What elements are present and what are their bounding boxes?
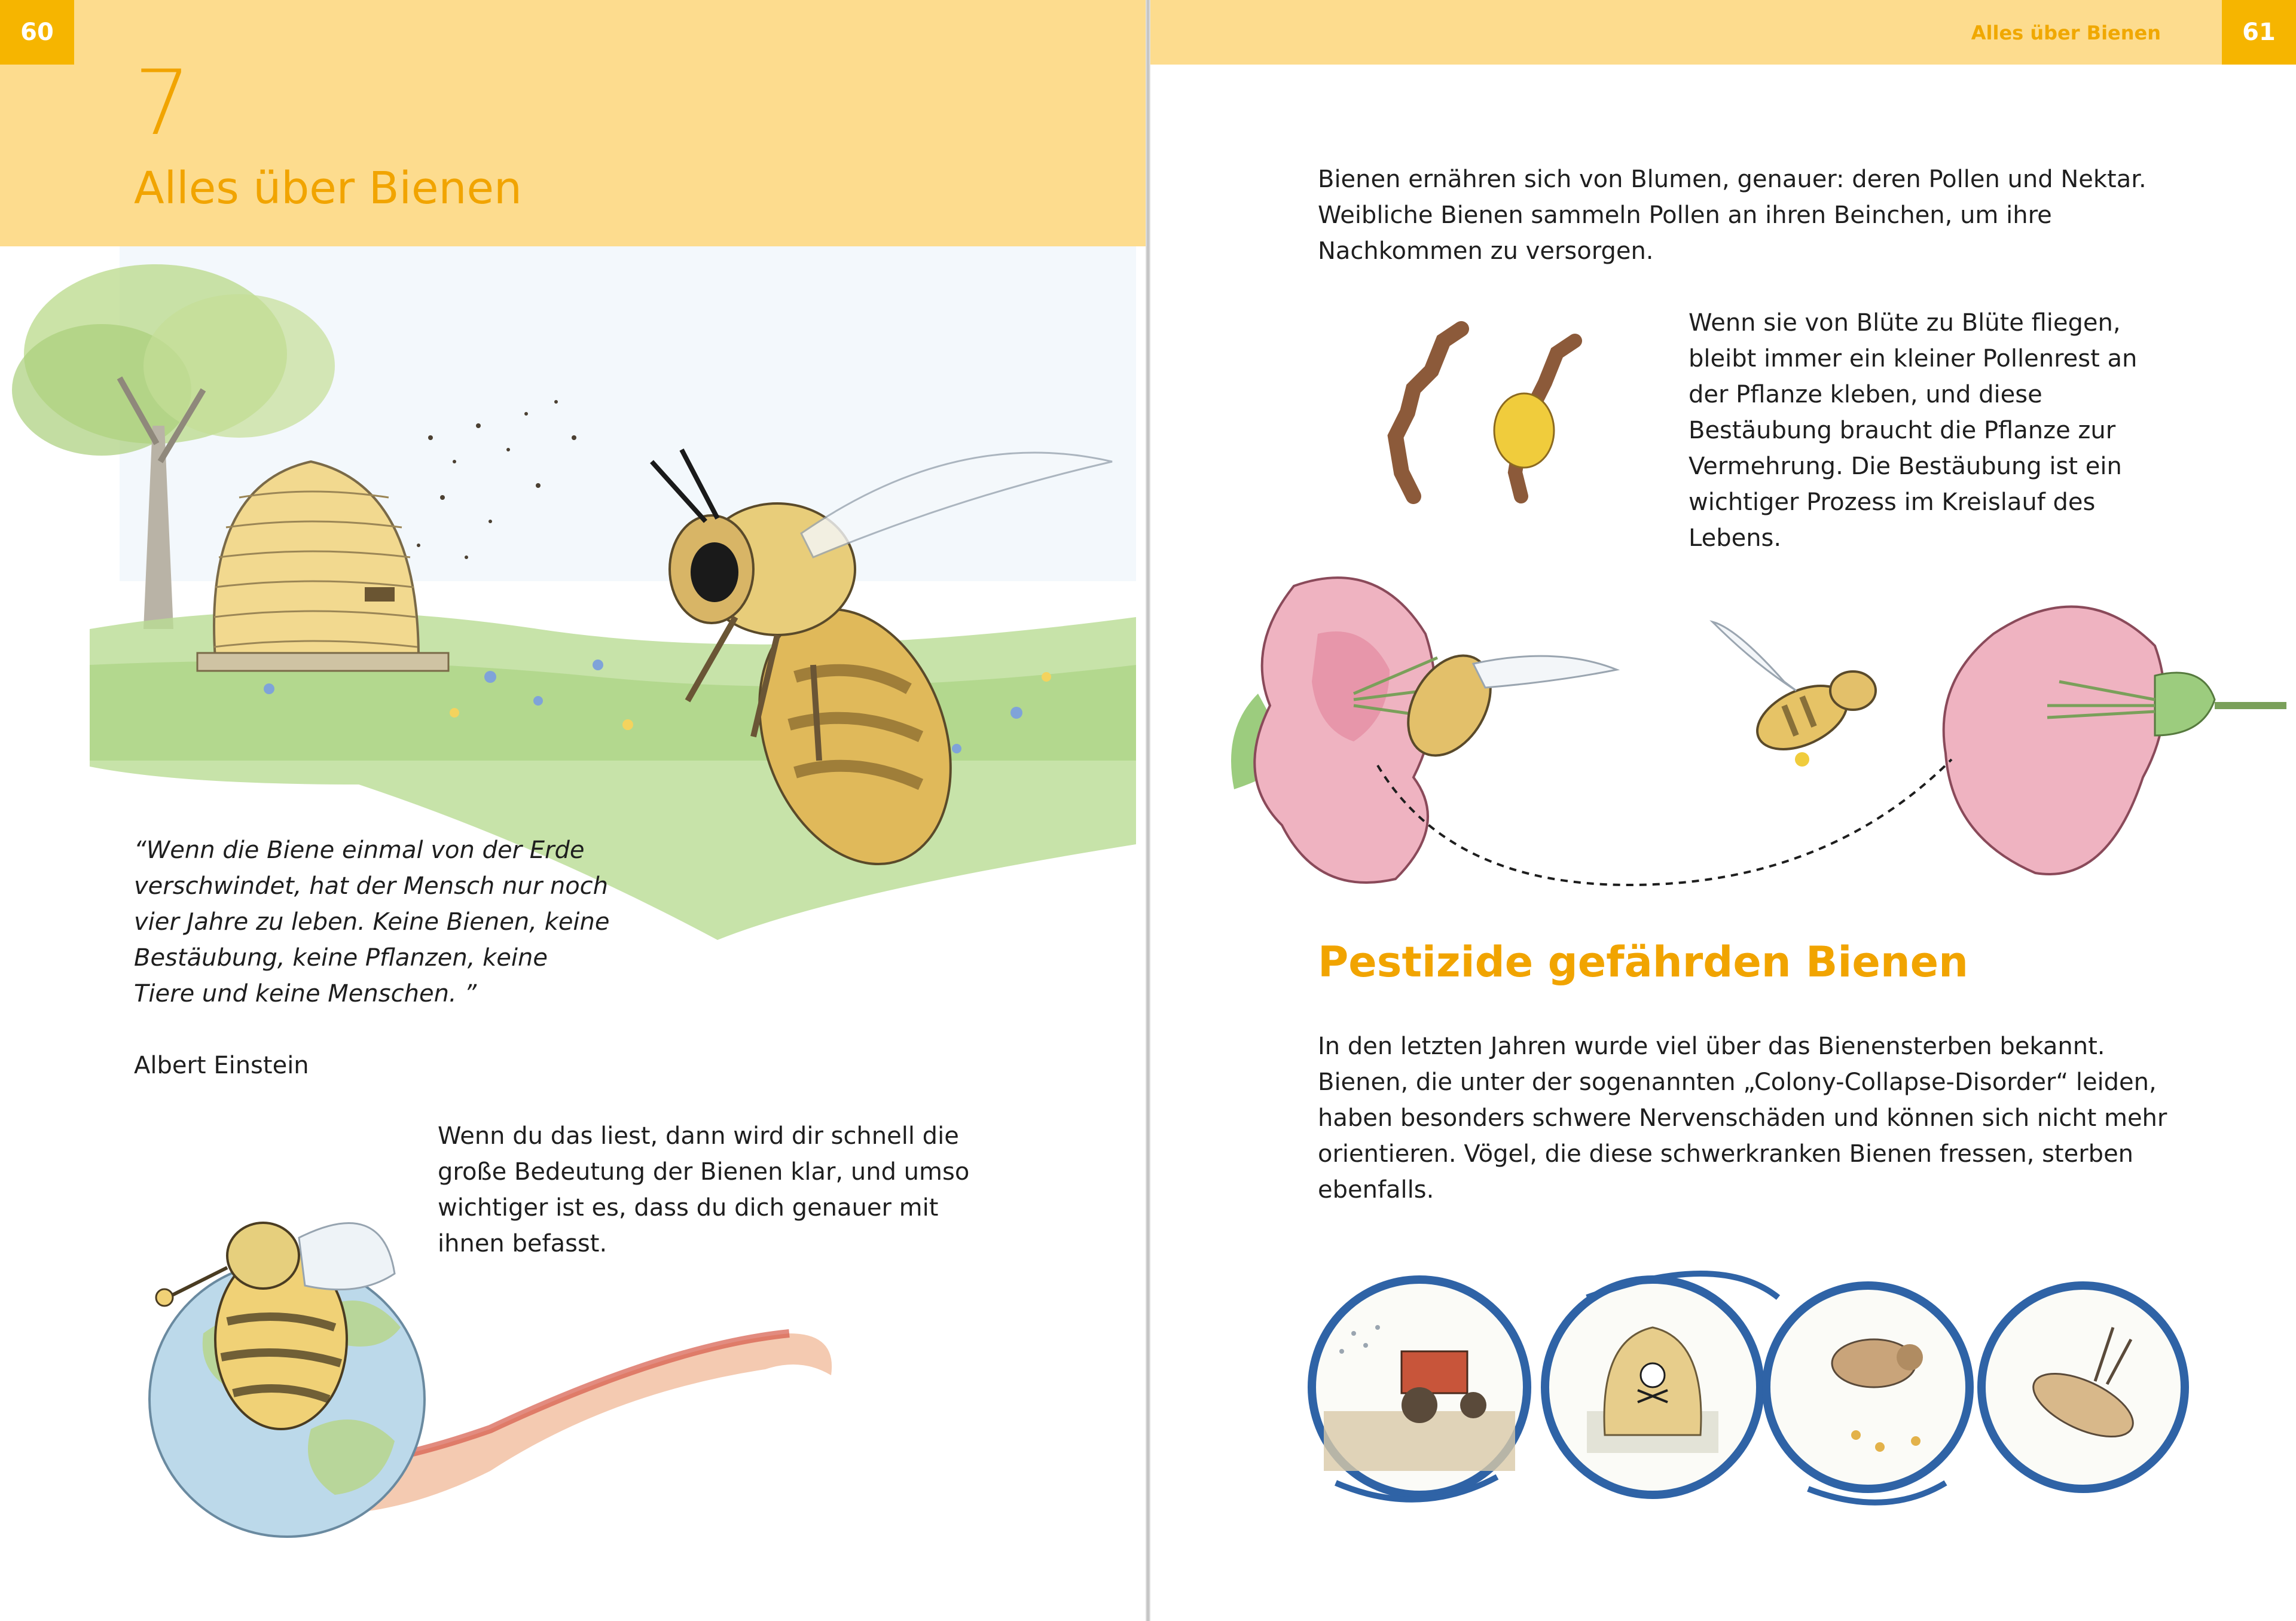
book-gutter — [1146, 0, 1150, 1621]
bee-legs-pollen-illustration — [1342, 317, 1593, 532]
einstein-quote: “Wenn die Biene einmal von der Erde verschwindet, hat der Mensch nur noch vier Jahre zu leben. Keine Bienen, keine Bestäubung, keine Pflanzen, keine Tiere und keine Menschen. ” — [134, 837, 610, 1008]
tractor-scene — [1312, 1280, 1527, 1495]
bee-on-globe-illustration — [132, 1202, 873, 1537]
dead-bird-scene — [1981, 1286, 2185, 1489]
chapter-title: Alles über Bienen — [134, 163, 522, 214]
poisoned-hive-scene — [1545, 1280, 1760, 1495]
right-paragraph-3: In den letzten Jahren wurde viel über das Bienensterben bekannt. Bienen, die unter der sogenannten „Colony-Collapse-Disorder“ leiden, haben besonders schwere Nervenschäden und können sich nicht mehr orientieren. Vögel, die diese schwerkranken Bienen fressen, sterben ebenfalls. — [1318, 1033, 2167, 1204]
right-paragraph-2: Wenn sie von Blüte zu Blüte fliegen, bleibt immer ein kleiner Pollenrest an der Pflanze kleben, und diese Bestäubung braucht die Pflanze zur Vermehrung. Die Bestäubung ist ein wichtiger Prozess im Kreislauf des Lebens. — [1689, 309, 2138, 552]
flower-pollination-illustration — [1198, 562, 2286, 897]
pesticide-cycle-illustration — [1300, 1262, 2197, 1513]
right-paragraph-1: Bienen ernähren sich von Blumen, genauer: deren Pollen und Nektar. Weibliche Bienen sammeln Pollen an ihren Beinchen, um ihre Nachkommen zu versorgen. — [1318, 166, 2147, 265]
right-page — [1150, 0, 2296, 1621]
running-title: Alles über Bienen — [1971, 22, 2161, 44]
bird-eating-bees-scene — [1766, 1286, 1970, 1489]
page-number-right: 61 — [2222, 0, 2296, 65]
left-paragraph: Wenn du das liest, dann wird dir schnell die große Bedeutung der Bienen klar, und umso wichtiger ist es, dass du dich genauer mit ihnen befasst. — [438, 1122, 970, 1257]
page-number-left: 60 — [0, 0, 74, 65]
section-title-pesticides: Pestizide gefährden Bienen — [1318, 938, 1968, 987]
left-page — [0, 0, 1146, 1621]
chapter-number: 7 — [134, 51, 191, 155]
quote-author: Albert Einstein — [134, 1052, 309, 1079]
